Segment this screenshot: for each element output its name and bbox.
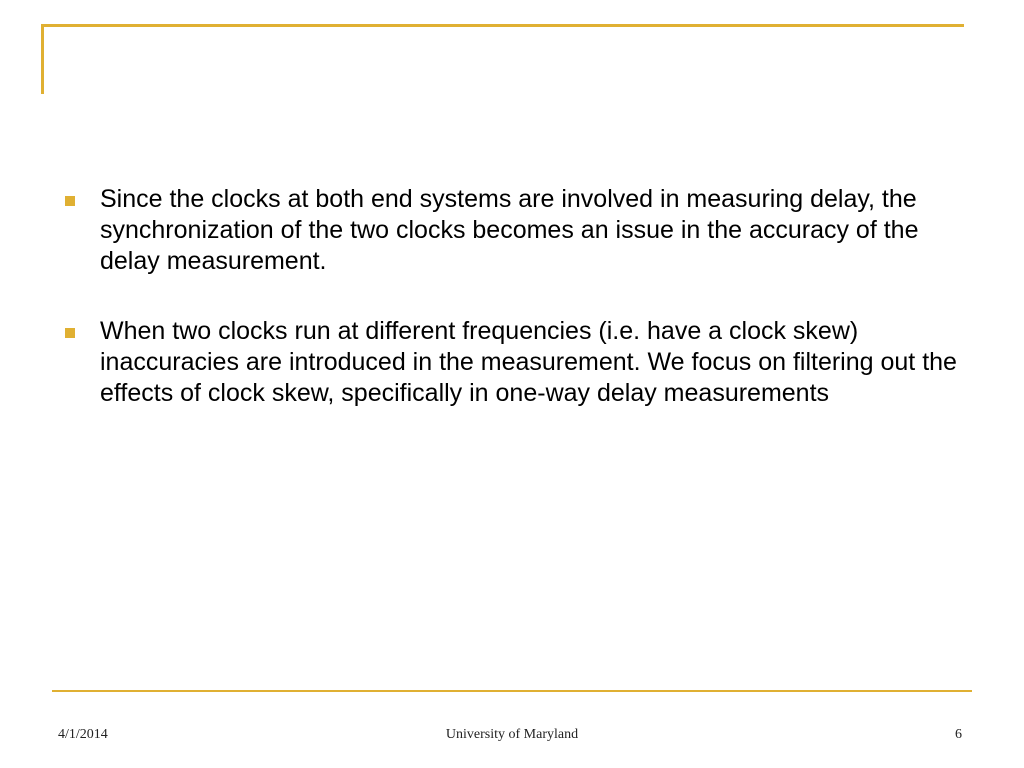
footer-page-number: 6	[955, 727, 962, 742]
footer-date: 4/1/2014	[58, 727, 108, 742]
square-bullet-icon	[65, 196, 75, 206]
bullet-text: Since the clocks at both end systems are involved in measuring delay, the synchronization of the two clocks becomes an issue in the accuracy of the delay measurement.	[100, 185, 919, 275]
left-accent-rule	[41, 24, 44, 94]
footer-rule	[52, 690, 972, 692]
bullet-item	[64, 316, 964, 409]
footer-organization: University of Maryland	[445, 727, 579, 742]
square-bullet-icon	[65, 328, 75, 338]
bullet-item	[64, 184, 964, 277]
bullet-list	[64, 184, 964, 448]
bullet-text: When two clocks run at different frequencies (i.e. have a clock skew) inaccuracies are introduced in the measurement. We focus on filtering out the effects of clock skew, specifically in one-way delay measurements	[100, 317, 957, 407]
top-accent-rule	[42, 24, 964, 27]
